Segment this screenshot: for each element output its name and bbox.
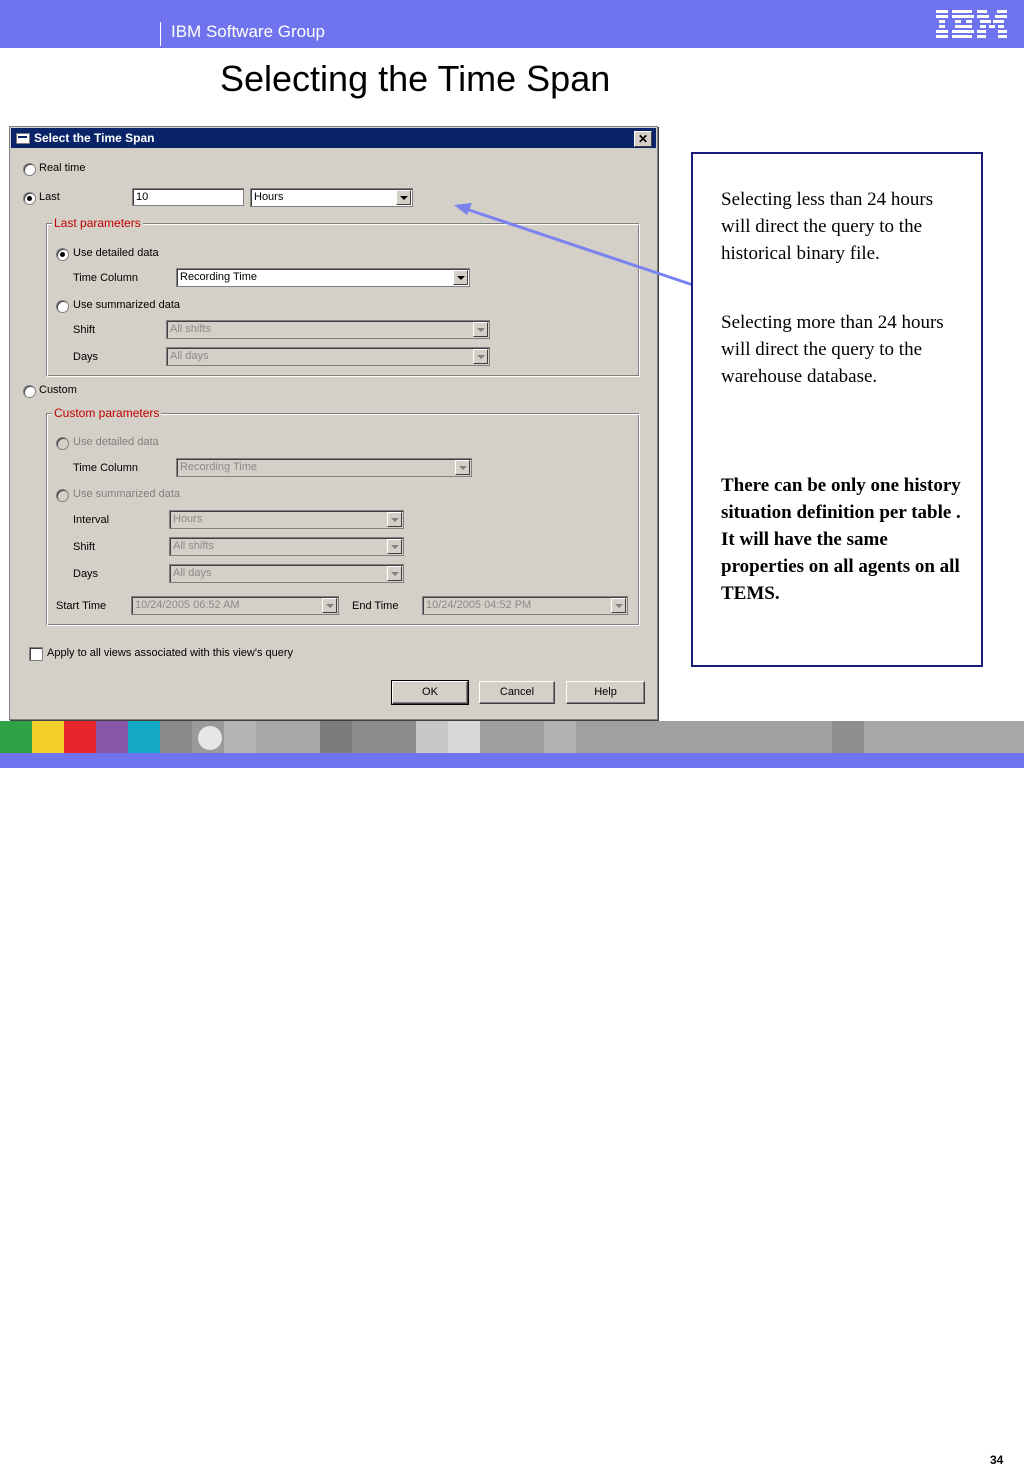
interval-value: Hours bbox=[173, 513, 203, 525]
custom-shift-label: Shift bbox=[73, 541, 96, 553]
last-parameters-label: Last parameters bbox=[54, 216, 141, 230]
custom-days-value: All days bbox=[173, 567, 212, 579]
shift-label: Shift bbox=[73, 324, 96, 336]
custom-label: Custom bbox=[39, 384, 77, 396]
page-number: 34 bbox=[990, 1453, 1004, 1467]
close-button[interactable]: ✕ bbox=[634, 131, 652, 147]
real-time-label: Real time bbox=[39, 162, 86, 174]
callout-box bbox=[691, 152, 983, 667]
custom-time-column-value: Recording Time bbox=[180, 461, 258, 473]
last-value-input[interactable]: 10 bbox=[132, 188, 244, 206]
start-time-label: Start Time bbox=[56, 600, 107, 612]
cancel-button[interactable]: Cancel bbox=[479, 681, 555, 704]
custom-time-column-label: Time Column bbox=[73, 462, 138, 474]
custom-use-summarized-data-label: Use summarized data bbox=[73, 488, 180, 500]
custom-parameters-label: Custom parameters bbox=[54, 406, 160, 420]
custom-use-detailed-data-label: Use detailed data bbox=[73, 436, 159, 448]
last-label: Last bbox=[39, 191, 60, 203]
ok-button[interactable]: OK bbox=[392, 681, 468, 704]
use-summarized-data-label: Use summarized data bbox=[73, 299, 180, 311]
days-label: Days bbox=[73, 351, 99, 363]
shift-value: All shifts bbox=[170, 323, 211, 335]
callout-paragraph-1: Selecting less than 24 hours will direct the query to the historical binary file. bbox=[721, 189, 934, 264]
start-time-value: 10/24/2005 06:52 AM bbox=[135, 599, 240, 611]
time-column-label: Time Column bbox=[73, 272, 138, 284]
footer-strip bbox=[0, 753, 1024, 768]
last-unit-value: Hours bbox=[254, 191, 284, 203]
dialog-title: Select the Time Span bbox=[34, 131, 155, 145]
use-detailed-data-label: Use detailed data bbox=[73, 247, 159, 259]
help-button[interactable]: Help bbox=[566, 681, 645, 704]
end-time-value: 10/24/2005 04:52 PM bbox=[426, 599, 532, 611]
apply-to-all-views-label: Apply to all views associated with this view's query bbox=[47, 647, 294, 659]
callout-paragraph-2: Selecting more than 24 hours will direct the query to the warehouse database. bbox=[721, 312, 944, 387]
slide-title: Selecting the Time Span bbox=[220, 58, 611, 99]
days-value: All days bbox=[170, 350, 209, 362]
time-column-value: Recording Time bbox=[180, 271, 258, 283]
end-time-label: End Time bbox=[352, 600, 399, 612]
custom-days-label: Days bbox=[73, 568, 99, 580]
header-group-name: IBM Software Group bbox=[171, 22, 326, 41]
circle-graphic-icon bbox=[196, 724, 224, 752]
callout-paragraph-3: There can be only one history situation definition per table . It will have the same properties on all agents on all TEMS. bbox=[721, 475, 961, 604]
interval-label: Interval bbox=[73, 514, 110, 526]
custom-shift-value: All shifts bbox=[173, 540, 214, 552]
